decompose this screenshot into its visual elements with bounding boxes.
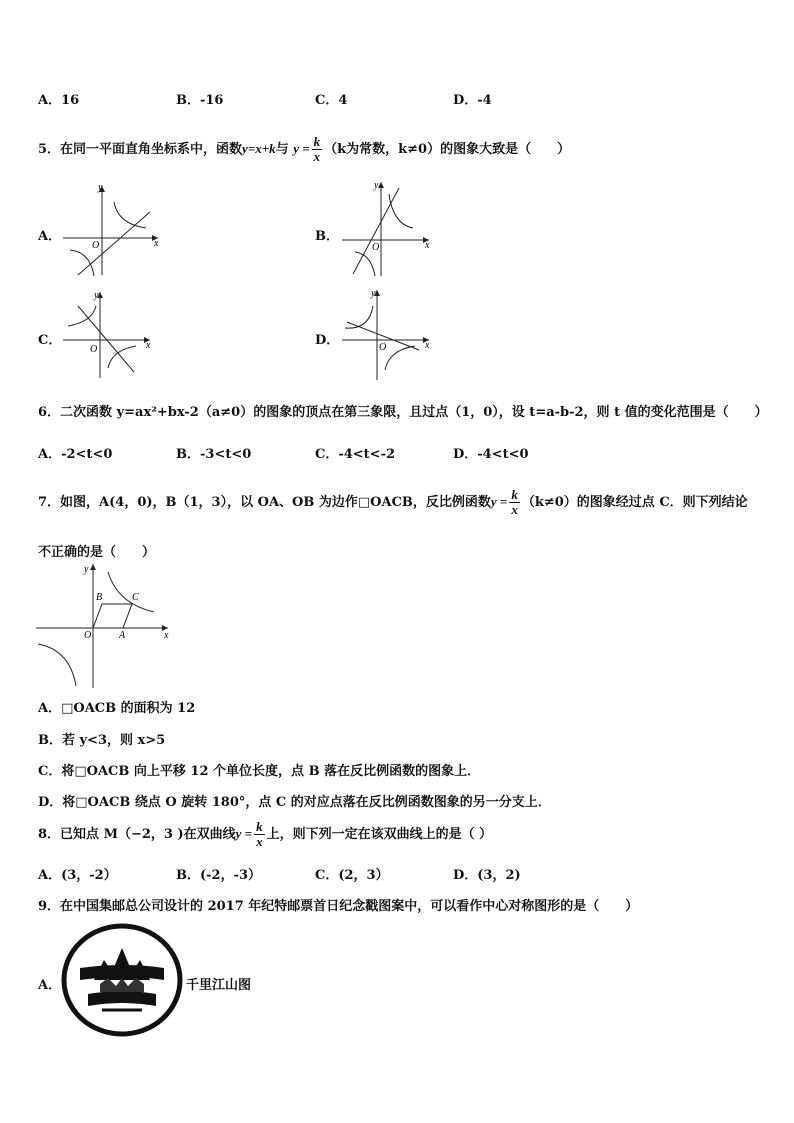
q6-option-d: D．-4<t<0 (453, 447, 529, 462)
q9-option-a-label: A． (38, 978, 62, 993)
q5-stem-post: （k为常数，k≠0）的图象大致是（ ） (324, 142, 571, 157)
q8-option-c: C．(2，3） (315, 868, 389, 883)
q7-fraction: $\frac{k}{x}$ (511, 487, 518, 517)
q8-option-a: A．(3，-2） (38, 868, 117, 883)
q5-graph-d (337, 286, 437, 382)
q9-option-a-caption: 千里江山图 (186, 978, 252, 993)
q7-figure (36, 562, 174, 690)
axis-x-label: x (164, 630, 169, 641)
axis-y-label: y (374, 180, 379, 191)
q5-label-a: A． (38, 229, 62, 244)
q7-option-a: A．□OACB 的面积为 12 (38, 701, 196, 716)
point-c-label: C (132, 592, 139, 603)
q5-label-c: C． (38, 333, 62, 348)
axis-x-label: x (154, 238, 159, 249)
q5-stem-mid: 与 (275, 142, 289, 157)
q8-fraction: $\frac{k}{x}$ (256, 819, 263, 849)
q7-stem-pre: 7．如图，A(4，0)，B（1，3），以 OA、OB 为边作□OACB，反比例函数 (38, 495, 491, 510)
axis-y-label: y (371, 288, 376, 299)
point-b-label: B (96, 592, 103, 603)
q6-option-b: B．-3<t<0 (176, 447, 252, 462)
q5-label-b: B． (315, 229, 339, 244)
axis-y-label: y (98, 182, 103, 193)
q4-option-d: D．-4 (453, 93, 492, 108)
q4-option-b: B．-16 (176, 93, 224, 108)
point-a-label: A (119, 630, 126, 641)
q9-stamp-image (60, 922, 184, 1038)
axis-x-label: x (425, 340, 430, 351)
origin-label: O (84, 630, 92, 641)
q7-stem-post: （k≠0）的图象经过点 C．则下列结论 (521, 495, 748, 510)
axis-x-label: x (425, 240, 430, 251)
q8-stem-pre: 8．已知点 M（−2，3 )在双曲线 (38, 827, 236, 842)
q8-stem-post: 上，则下列一定在该双曲线上的是（ ） (266, 827, 493, 842)
q7-stem-line2: 不正确的是（ ） (38, 545, 156, 560)
origin-label: O (379, 342, 387, 353)
origin-label: O (372, 242, 380, 253)
q7-option-c: C．将□OACB 向上平移 12 个单位长度，点 B 落在反比例函数的图象上． (38, 764, 481, 779)
q7-option-b: B．若 y<3，则 x>5 (38, 733, 166, 748)
q5-graph-c (58, 288, 158, 380)
q7-option-d: D．将□OACB 绕点 O 旋转 180°，点 C 的对应点落在反比例函数图象的另一分支上． (38, 795, 551, 810)
axis-y-label: y (84, 564, 89, 575)
origin-label: O (90, 344, 98, 355)
q4-option-a: A．16 (38, 93, 80, 108)
q5-fraction: $\frac{k}{x}$ (313, 134, 321, 164)
q5-stem (38, 131, 570, 167)
q7-stem (38, 484, 748, 520)
q5-stem-pre: 5．在同一平面直角坐标系中，函数 (38, 142, 243, 157)
q8-option-b: B．(-2，-3） (176, 868, 262, 883)
q8-option-d: D．(3，2) (453, 868, 521, 883)
q5-graph-b (337, 178, 437, 278)
q8-y-eq: y = (235, 826, 253, 841)
axis-x-label: x (146, 340, 151, 351)
q7-y-eq: y = (490, 494, 508, 509)
q6-option-c: C．-4<t<-2 (315, 447, 396, 462)
q5-y-eq: y = (293, 141, 310, 156)
q8-stem (38, 816, 492, 852)
q9-stem: 9．在中国集邮总公司设计的 2017 年纪特邮票首日纪念戳图案中，可以看作中心对称图形的是（ ） (38, 899, 639, 914)
q5-label-d: D． (315, 333, 340, 348)
q6-option-a: A．-2<t<0 (38, 447, 113, 462)
q6-stem: 6．二次函数 y=ax²+bx-2（a≠0）的图象的顶点在第三象限，且过点（1，0），设 t=a-b-2，则 t 值的变化范围是（ ） (38, 405, 768, 420)
axis-y-label: y (94, 290, 99, 301)
q4-option-c: C．4 (315, 93, 348, 108)
q5-linear-function: y=x+k (242, 141, 276, 156)
q5-graph-a (58, 180, 168, 280)
origin-label: O (92, 240, 100, 251)
